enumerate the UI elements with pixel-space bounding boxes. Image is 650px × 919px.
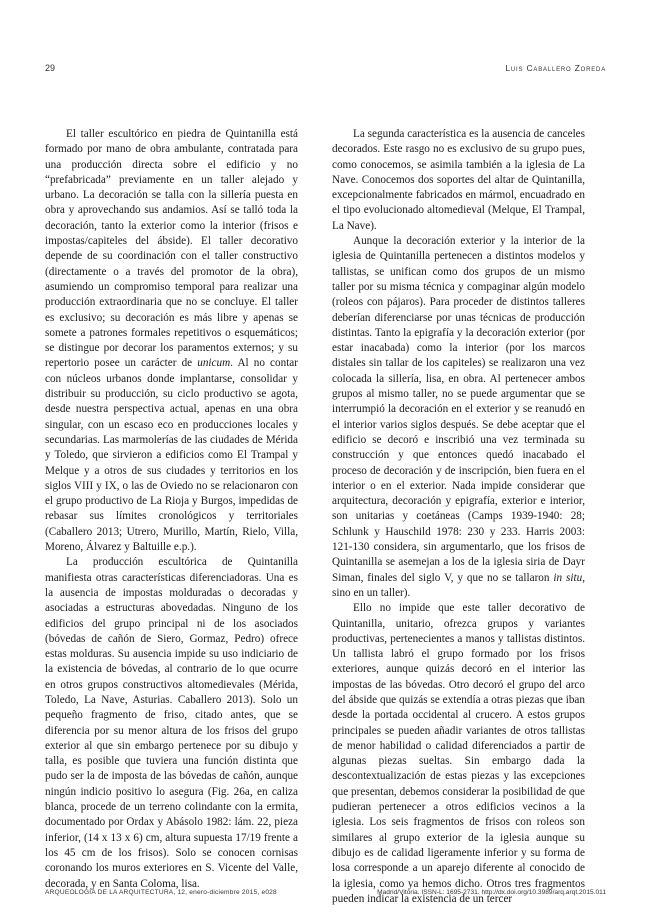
body-paragraph <box>332 234 585 601</box>
body-paragraph: La producción escultórica de Quintanilla manifiesta otras características diferenciadoras. Una es la ausencia de impostas molduradas o decoradas y asociadas a estructuras abovedadas. Ninguno de los edificios del grupo principal ni de los asociados (bóvedas de cañón de Siero, Gormaz, Pedro) ofrece estas molduras. Su ausencia impide su uso indiciario de la existencia de bóvedas, al contrario de lo que ocurre en otros grupos constructivos altomedievales (Mérida, Toledo, La Nave, Asturias. Caballero 2013). Solo un pequeño fragmento de friso, citado antes, que se diferencia por su menor altura de los frisos del grupo exterior al que sin embargo pertenece por su dibujo y talla, es posible que tuviera una función distinta que pudo ser la de imposta de las bóvedas de cañón, aunque ningún indicio positivo lo asegura (Fig. 26a, en caliza blanca, procede de un terreno colindante con la ermita, documentado por Ordax y Abásolo 1982: lám. 22, pieza inferior, (14 x 13 x 6) cm, altura supuesta 17/19 frente a los 45 cm de los frisos). Solo se conocen cornisas coronando los muros exteriores en S. Vicente del Valle, decorada, y en Santa Coloma, lisa. <box>45 556 298 890</box>
italic-term: in situ <box>553 571 583 584</box>
body-paragraph: La segunda característica es la ausencia de canceles decorados. Este rasgo no es exclusivo de su grupo pues, como conocemos, se asimila también a la iglesia de La Nave. Conocemos dos soportes del altar de Quintanilla, excepcionalmente fabricados en mármol, encuadrado en el tipo evolucionado altomedieval (Melque, El Trampal, La Nave). <box>332 128 585 232</box>
right-column <box>332 127 585 907</box>
left-column <box>45 127 298 892</box>
paragraph-text: . Al no contar con núcleos urbanos donde implantarse, consolidar y distribuir su producción, su ciclo productivo se agota, desde nuestra perspectiva actual, apenas en una obra singular, con un escaso eco en producciones locales y secundarias. Las marmolerías de las ciudades de Mérida y Toledo, que sirvieron a edificios como El Trampal y Melque y a otros de sus ciudades y territorios en los siglos VIII y IX, o las de Oviedo no se relacionaron con el grupo productivo de La Rioja y Burgos, impedidas de rebasar sus límites cronológicos y territoriales (Caballero 2013; Utrero, Murillo, Martín, Rielo, Villa, Moreno, Álvarez y Baltuille e.p.). <box>45 357 298 554</box>
running-header-author: Luis Caballero Zoreda <box>505 63 606 73</box>
page-number: 29 <box>45 63 56 73</box>
paragraph-text: Aunque la decoración exterior y la interior de la iglesia de Quintanilla pertenecen a distintos modelos y tallistas, se unifican como dos grupos de un mismo taller por su misma técnica y compaginar algún modelo (roleos con pájaros). Para proceder de distintos talleres deberían diferenciarse por unas técnicas de producción distintas. Tanto la epigrafía y la decoración exterior (por estar inacabada) como la interior (por los marcos distales sin tallar de los capiteles) se realizaron una vez colocada la sillería, lisa, en obra. Al pertenecer ambos grupos al mismo taller, no se puede argumentar que se interrumpió la decoración en el exterior y se reanudó en el interior varios siglos después. Se debe aceptar que el edificio se decoró e inscribió una vez terminada su construcción y que entonces quedó inacabado el proceso de decoración y de inscripción, bien fuera en el interior o en el exterior. Nada impide considerar que arquitectura, decoración y epigrafía, exterior e interior, son unitarias y coetáneas (Camps 1939-1940: 28; Schlunk y Hauschild 1978: 230 y 233. Harris 2003: 121-130 considera, sin argumentarlo, que los frisos de Quintanilla se asemejan a los de la iglesia siria de Dayr Siman, finales del siglo V, y que no se tallaron <box>332 235 585 584</box>
footer-issn: Madrid/Vitoria. ISSN-L: 1695-2731. http://dx.doi.org/10.3989/arq.arqt.2015.011 <box>377 889 606 896</box>
paragraph-text: El taller escultórico en piedra de Quintanilla está formado por mano de obra ambulante, contratada para una producción directa sobre el edificio y no “prefabricada” previamente en un taller alejado y urbano. La decoración se talla con la sillería puesta en obra y aprovechando sus andamios. Así se talló toda la decoración, tanto la exterior como la interior (frisos e impostas/capiteles del ábside). El taller decorativo depende de su coordinación con el taller constructivo (directamente o a través del promotor de la obra), asumiendo un compromiso temporal para realizar una producción extraordinaria que no se concluye. El taller es exclusivo; su decoración es más libre y apenas se somete a patrones formales repetitivos o esquemáticos; se distingue por decorar los paramentos externos; y su repertorio posee un carácter de <box>45 128 298 370</box>
body-paragraph: Ello no impide que este taller decorativo de Quintanilla, unitario, ofrezca grupos y variantes productivas, pertenecientes a manos y tallistas distintos. Un tallista labró el grupo formado por los frisos exteriores, aunque quizás decoró en el interior las impostas de las bóvedas. Otro decoró el grupo del arco del ábside que quizás se extendía a otras piezas que iban desde la portada occidental al crucero. A estos grupos principales se pueden añadir variantes de otros tallistas de menor habilidad o calidad diferenciados a partir de algunas piezas sueltas. Sin embargo dada la descontextualización de estas piezas y las excepciones que presentan, debemos considerar la posibilidad de que pudieran pertenecer a otros edificios vecinos a la iglesia. Los seis fragmentos de frisos con roleos son similares al grupo exterior de la iglesia aunque su dibujo es de calidad ligeramente inferior y su forma de losa corresponde a un aparejo diferente al conocido de la iglesia, como ya hemos dicho. Otros tres fragmentos pueden indicar la existencia de un tercer <box>332 602 585 905</box>
body-paragraph <box>45 127 298 555</box>
footer-journal: ARQUEOLOGÍA DE LA ARQUITECTURA, 12, enero-diciembre 2015, e028 <box>45 889 277 896</box>
italic-term: unicum <box>197 357 231 370</box>
paragraph-text: , sino en un taller). <box>332 571 585 599</box>
